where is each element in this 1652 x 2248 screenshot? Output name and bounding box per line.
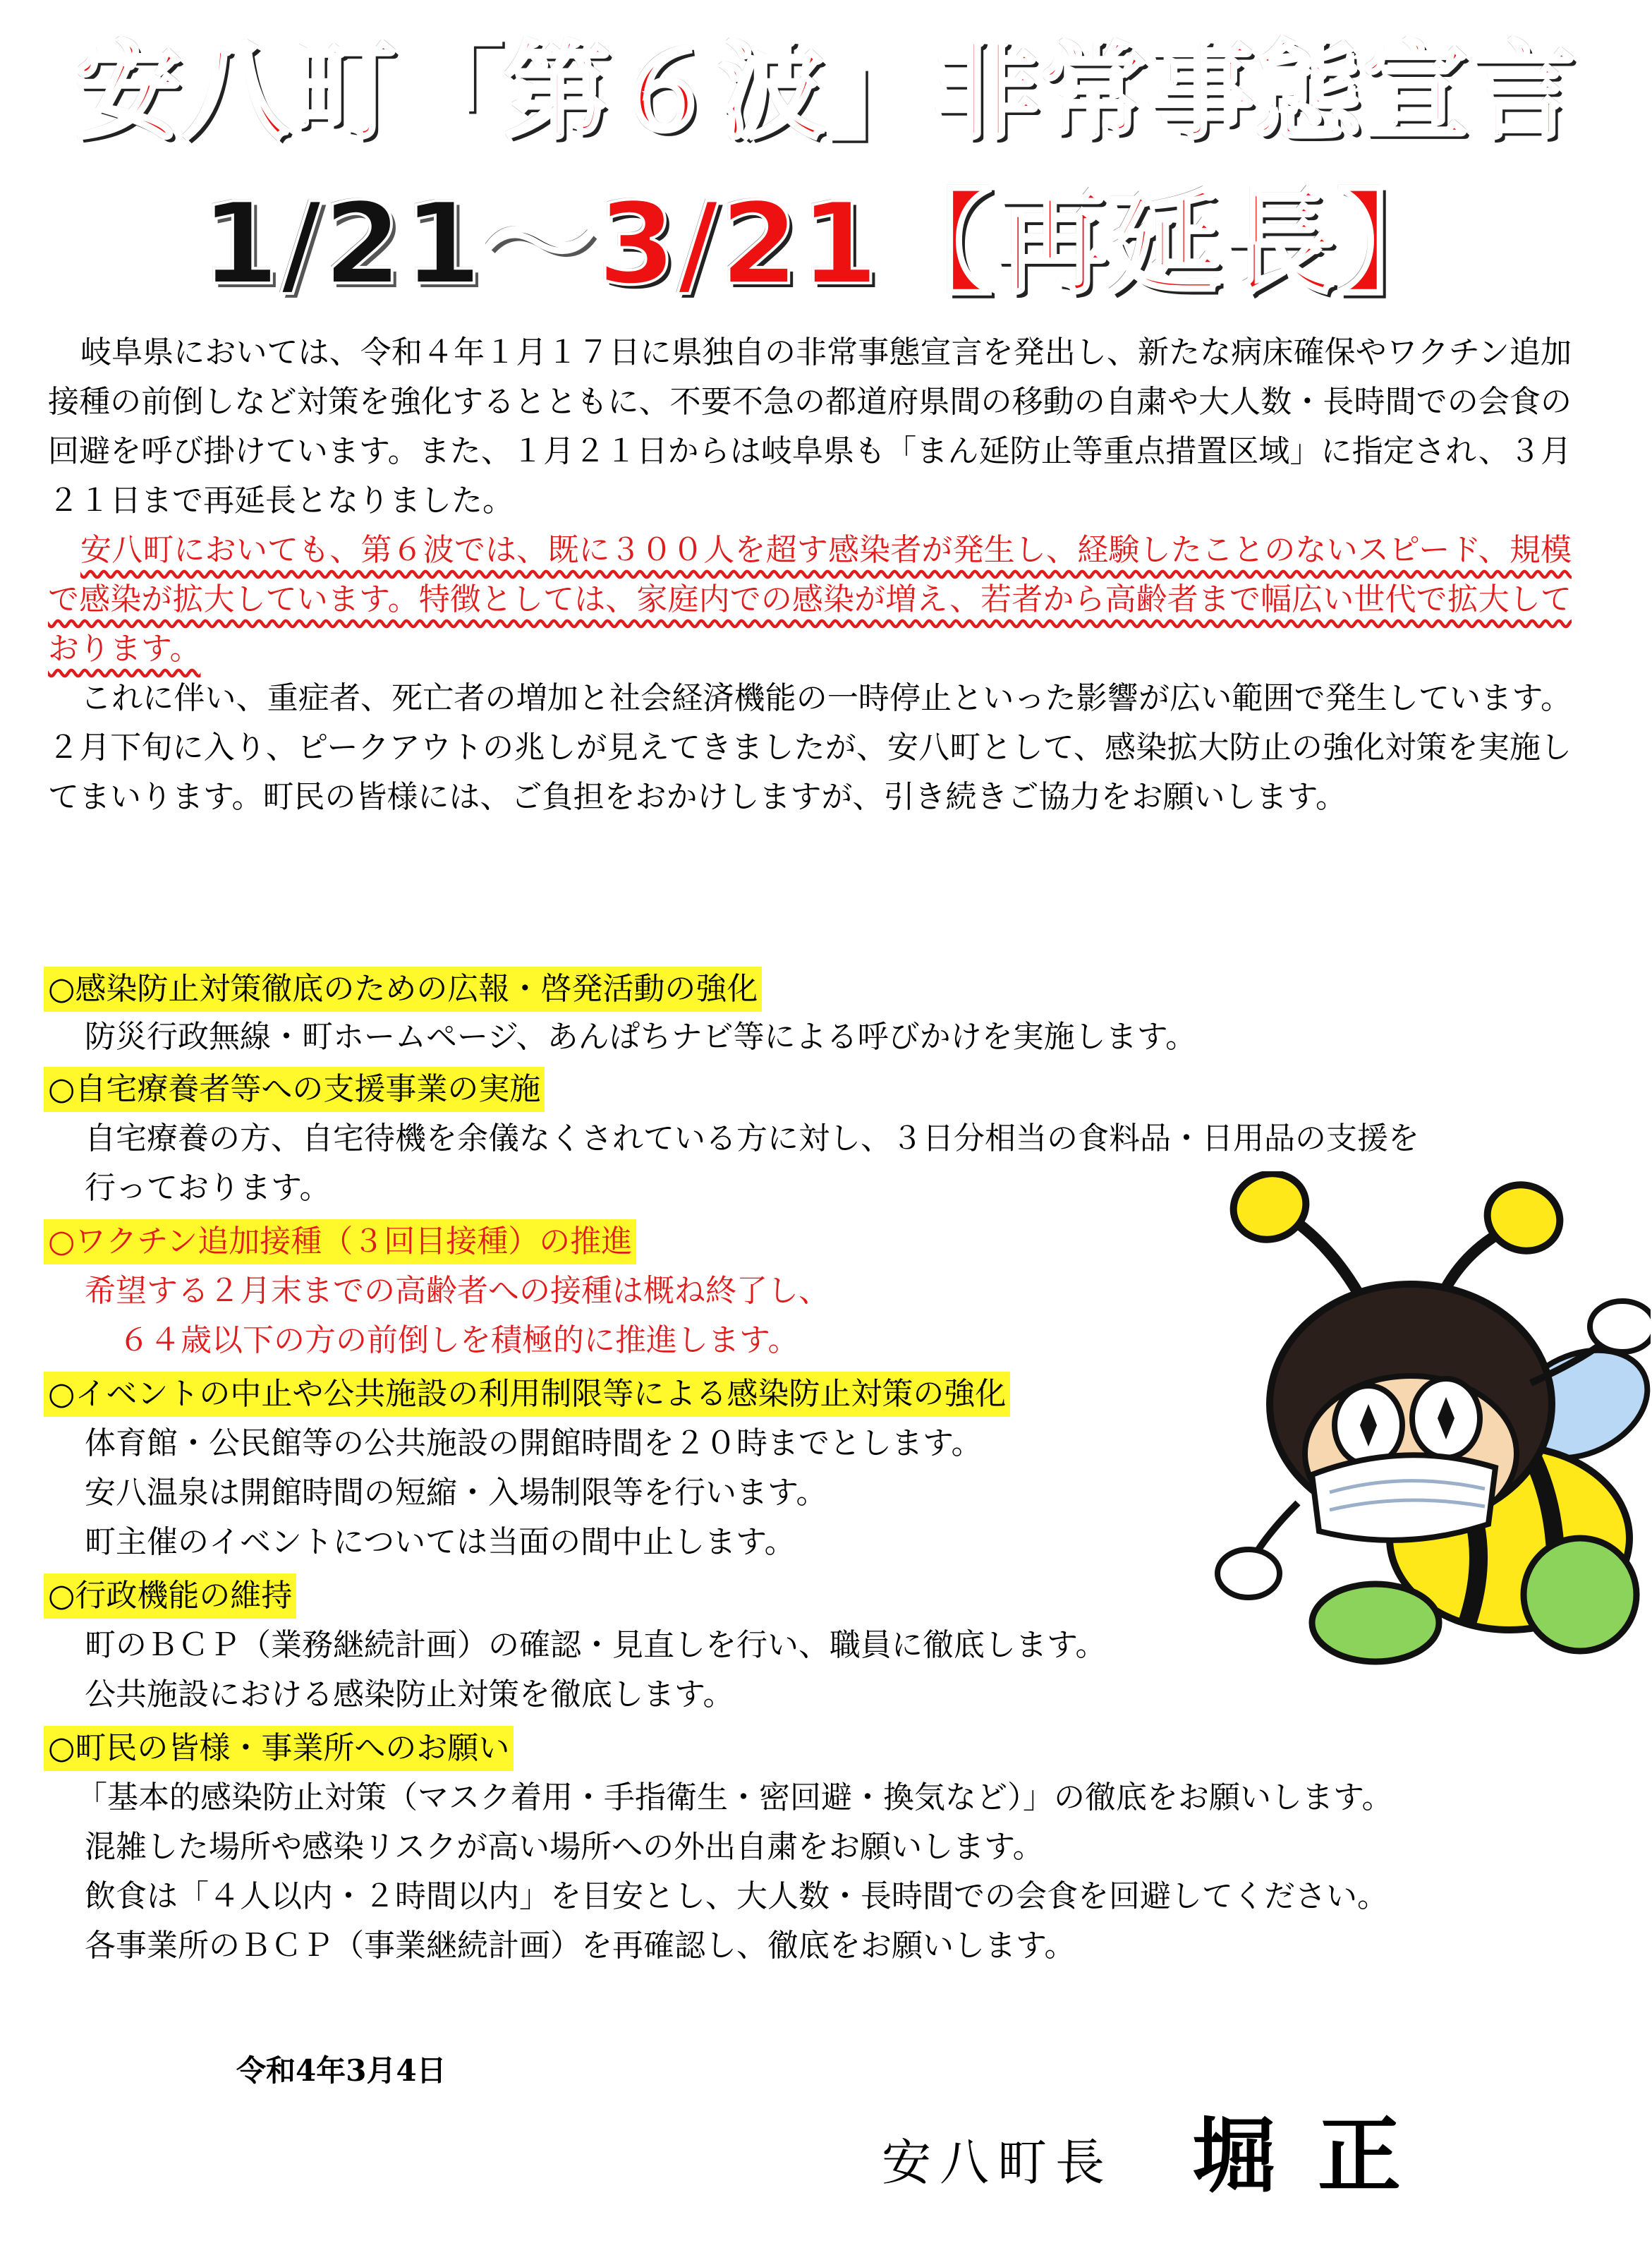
section-line: 防災行政無線・町ホームページ、あんぱちナビ等による呼びかけを実施します。 <box>85 1019 1197 1055</box>
issue-date: 令和4年3月4日 <box>236 2053 447 2088</box>
section-line: 公共施設における感染防止対策を徹底します。 <box>85 1676 734 1712</box>
date-range-end: 3/21【再延長】 <box>597 178 1452 310</box>
section-heading-publicity: ○感染防止対策徹底のための広報・啓発活動の強化 <box>44 967 762 1012</box>
bee-mascot-illustration <box>1199 1171 1651 1679</box>
section-heading-requests: ○町民の皆様・事業所へのお願い <box>44 1726 514 1771</box>
section-line: 町のＢＣＰ（業務継続計画）の確認・見直しを行い、職員に徹底します。 <box>85 1627 1107 1663</box>
section-line: 「基本的感染防止対策（マスク着用・手指衛生・密回避・換気など）」の徹底をお願いします。 <box>76 1779 1393 1815</box>
section-heading-vaccination: ○ワクチン追加接種（３回目接種）の推進 <box>44 1219 636 1264</box>
intro-paragraph-2-text: 安八町においても、第６波では、既に３００人を超す感染者が発生し、経験したことのないスピード、規模で感染が拡大しています。特徴としては、家庭内での感染が増え、若者から高齢者まで幅広い世代で拡大しております。 <box>48 532 1572 667</box>
section-line: 町主催のイベントについては当面の間中止します。 <box>85 1524 796 1560</box>
section-line: 混雑した場所や感染リスクが高い場所への外出自粛をお願いします。 <box>85 1829 1044 1865</box>
section-line: ６４歳以下の方の前倒しを積極的に推進します。 <box>119 1322 799 1358</box>
section-heading-events-facilities: ○イベントの中止や公共施設の利用制限等による感染防止対策の強化 <box>44 1372 1010 1417</box>
intro-paragraph-2 <box>48 526 1572 674</box>
mayor-name: 堀正 <box>1192 2106 1444 2204</box>
section-line: 自宅療養の方、自宅待機を余儀なくされている方に対し、３日分相当の食料品・日用品の支援を <box>85 1120 1419 1156</box>
section-line: 体育館・公民館等の公共施設の開館時間を２０時までとします。 <box>85 1425 983 1461</box>
intro-paragraph-3: これに伴い、重症者、死亡者の増加と社会経済機能の一時停止といった影響が広い範囲で発生しています。２月下旬に入り、ピークアウトの兆しが見えてきましたが、安八町として、感染拡大防止の強化対策を実施してまいります。町民の皆様には、ご負担をおかけしますが、引き続きご協力をお願いします。 <box>48 680 1572 815</box>
section-line: 希望する２月末までの高齢者への接種は概ね終了し、 <box>85 1273 830 1309</box>
section-heading-administration: ○行政機能の維持 <box>44 1573 296 1619</box>
date-range-title <box>0 174 1652 315</box>
section-line: 行っております。 <box>85 1170 331 1206</box>
date-range-start: 1/21～ <box>200 178 597 310</box>
section-heading-home-care-support: ○自宅療養者等への支援事業の実施 <box>44 1067 545 1112</box>
page-title: 安八町「第６波」非常事態宣言 <box>75 31 1577 154</box>
intro-paragraph-1: 岐阜県においては、令和４年１月１７日に県独自の非常事態宣言を発出し、新たな病床確保やワクチン追加接種の前倒しなど対策を強化するとともに、不要不急の都道府県間の移動の自粛や大人数・長時間での会食の回避を呼び掛けています。また、１月２１日からは岐阜県も「まん延防止等重点措置区域」に指定され、３月２１日まで再延長となりました。 <box>48 334 1572 519</box>
mayor-title: 安八町長 <box>882 2134 1113 2192</box>
section-line: 安八温泉は開館時間の短縮・入場制限等を行います。 <box>85 1475 827 1511</box>
section-line: 飲食は「４人以内・２時間以内」を目安とし、大人数・長時間での会食を回避してください。 <box>85 1878 1388 1914</box>
section-line: 各事業所のＢＣＰ（事業継続計画）を再確認し、徹底をお願いします。 <box>85 1928 1076 1964</box>
